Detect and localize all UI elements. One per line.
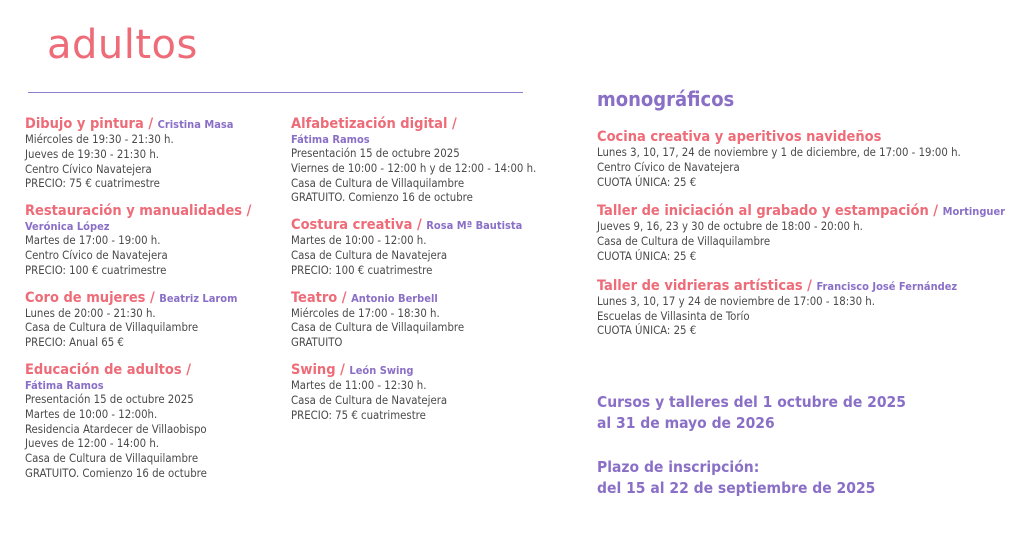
course-block [291,116,546,206]
course-detail-line: Casa de Cultura de Navatejera [291,248,448,262]
registration-line-1: Plazo de inscripción: [597,458,760,476]
course-block [597,278,1017,339]
course-detail-line: CUOTA ÚNICA: 25 € [597,175,697,189]
course-detail-line: Casa de Cultura de Villaquilambre [597,235,771,249]
course-detail-line: PRECIO: 75 € cuatrimestre [291,408,426,422]
courses-column-2 [291,116,546,434]
course-block [291,362,546,423]
course-block [597,129,1017,190]
course-detail-line: Centro Cívico de Navatejera [597,160,740,174]
course-detail-line: Presentación 15 de octubre 2025 [291,147,460,160]
course-title-text: Alfabetización digital / [291,116,457,132]
course-title [25,362,280,379]
course-detail-line: Casa de Cultura de Villaquilambre [291,176,465,190]
course-title [25,116,280,133]
course-block [597,203,1017,264]
course-title [25,290,280,307]
courses-column-1 [25,116,280,493]
course-detail-line: Viernes de 10:00 - 12:00 h y de 12:00 - 14:00 h. [291,161,537,175]
course-block [291,290,546,351]
course-block [291,217,546,278]
course-teacher: León Swing [349,363,414,377]
course-detail-line: Martes de 17:00 - 19:00 h. [25,234,161,248]
course-detail-line: Martes de 10:00 - 12:00h. [25,407,158,421]
page-heading: adultos [47,22,198,68]
course-block [25,290,280,351]
course-detail-line: Casa de Cultura de Villaquilambre [25,321,199,335]
monograficos-section [597,87,1017,352]
course-title-text: Dibujo y pintura / [25,116,158,132]
course-detail-line: Residencia Atardecer de Villaobispo [25,422,207,436]
course-detail-line: Centro Cívico Navatejera [25,162,152,176]
course-detail-line: Jueves de 12:00 - 14:00 h. [25,437,160,451]
course-title-text: Taller de vidrieras artísticas / [597,277,817,294]
course-detail-line: PRECIO: 100 € cuatrimestre [291,263,433,277]
course-title-text: Teatro / [291,289,352,306]
course-detail-line: GRATUITO. Comienzo 16 de octubre [25,466,207,480]
course-title [597,203,1017,220]
course-detail-line: Lunes de 20:00 - 21:30 h. [25,306,156,320]
course-detail-line: Casa de Cultura de Navatejera [291,393,448,407]
course-detail-line: Casa de Cultura de Villaquilambre [25,452,199,466]
course-title-text: Educación de adultos / [25,361,191,378]
course-detail-line: Martes de 11:00 - 12:30 h. [291,378,427,392]
course-title-text: Restauración y manualidades / [25,203,252,220]
courses-period-line-2: al 31 de mayo de 2026 [597,414,775,432]
course-title [291,217,546,234]
course-teacher: Rosa Mª Bautista [426,219,523,233]
course-detail-line: PRECIO: 100 € cuatrimestre [25,263,167,277]
course-detail-line: PRECIO: Anual 65 € [25,336,124,350]
course-title [25,203,280,220]
course-block [25,116,280,192]
heading-divider [28,92,523,93]
course-detail-line: Centro Cívico de Navatejera [25,248,168,262]
course-teacher: Fátima Ramos [291,133,370,146]
course-detail-line: Casa de Cultura de Villaquilambre [291,321,465,335]
course-detail-line: GRATUITO [291,336,343,350]
course-teacher: Fátima Ramos [25,378,104,392]
course-title [291,116,546,133]
registration-line-2: del 15 al 22 de septiembre de 2025 [597,479,876,497]
course-detail-line: GRATUITO. Comienzo 16 de octubre [291,191,473,205]
course-detail-line: Lunes 3, 10, 17, 24 de noviembre y 1 de diciembre, de 17:00 - 19:00 h. [597,146,961,159]
course-detail-line: Jueves de 19:30 - 21:30 h. [25,147,160,161]
course-title [291,290,546,307]
course-title-text: Costura creativa / [291,217,427,234]
courses-period [597,392,1017,434]
course-teacher: Francisco José Fernández [816,279,958,293]
course-title [597,129,1017,146]
courses-period-line-1: Cursos y talleres del 1 octubre de 2025 [597,393,906,411]
course-block [25,362,280,482]
course-detail-line: Miércoles de 19:30 - 21:30 h. [25,133,174,146]
course-detail-line: Martes de 10:00 - 12:00 h. [291,234,427,248]
course-teacher: Verónica López [25,220,110,234]
course-block [25,203,280,278]
course-detail-line: Lunes 3, 10, 17 y 24 de noviembre de 17:00 - 18:30 h. [597,294,875,308]
course-detail-line: PRECIO: 75 € cuatrimestre [25,177,160,191]
course-detail-line: Miércoles de 17:00 - 18:30 h. [291,306,440,320]
course-detail-line: CUOTA ÚNICA: 25 € [597,324,697,338]
course-teacher: Beatriz Larom [159,291,238,305]
course-detail-line: Jueves 9, 16, 23 y 30 de octubre de 18:00 - 20:00 h. [597,220,863,234]
course-title-text: Cocina creativa y aperitivos navideños [597,129,882,145]
course-teacher: Antonio Berbell [351,291,438,305]
course-detail-line: Presentación 15 de octubre 2025 [25,392,194,406]
course-title-text: Taller de iniciación al grabado y estampación / [597,203,943,220]
course-title [291,362,546,379]
course-detail-line: Escuelas de Villasinta de Torío [597,309,750,323]
course-title-text: Swing / [291,361,350,378]
course-detail-line: CUOTA ÚNICA: 25 € [597,249,697,263]
course-teacher: Mortinguer [942,205,1006,219]
course-title-text: Coro de mujeres / [25,289,160,306]
registration-period [597,457,1017,499]
monograficos-heading: monográficos [597,87,735,111]
course-title [597,278,1017,295]
monograficos-list [597,129,1017,339]
course-teacher: Cristina Masa [157,118,234,131]
